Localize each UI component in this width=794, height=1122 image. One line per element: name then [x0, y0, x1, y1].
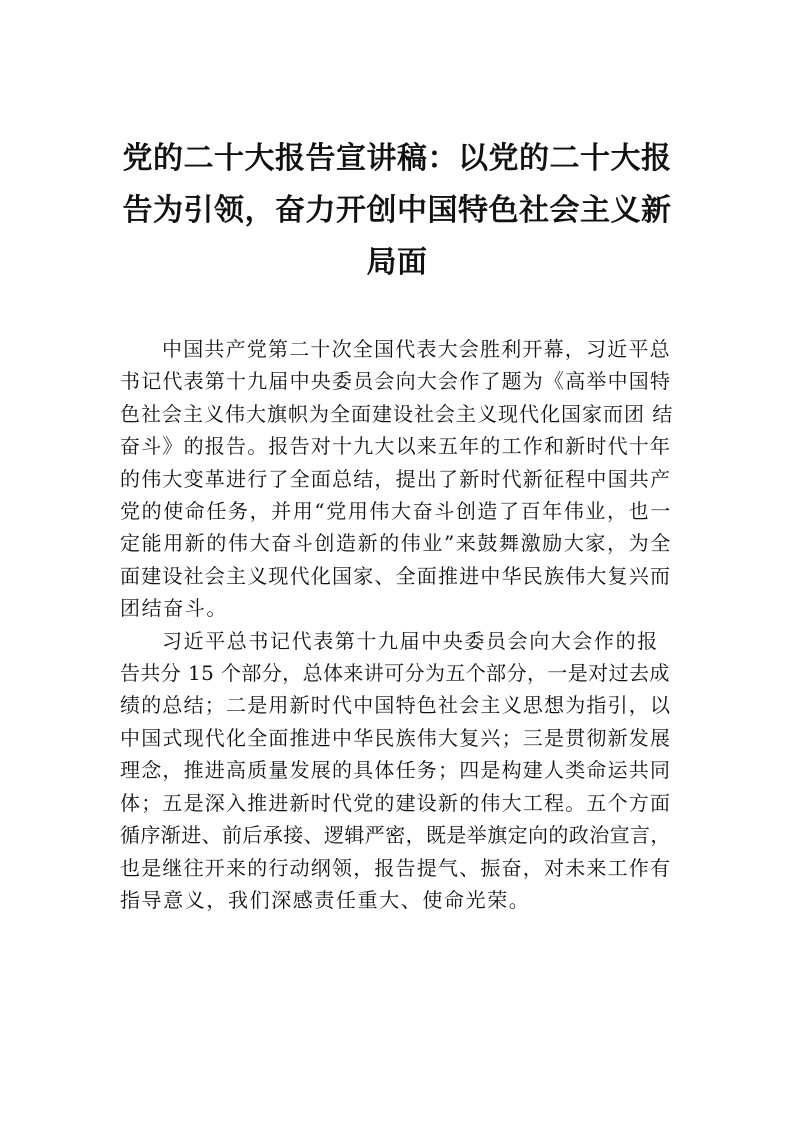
paragraph-line: 指导意义，我们深感责任重大、使命光荣。 — [120, 887, 531, 912]
paragraph-line: 奋斗》的报告。报告对十九大以来五年的工作和新时代十年 — [120, 434, 672, 459]
paragraph-2 — [120, 625, 674, 917]
paragraph-line: 定能用新的伟大奋斗创造新的伟业”来鼓舞激励大家，为全 — [120, 531, 672, 556]
paragraph-line: 理念，推进高质量发展的具体任务；四是构建人类命运共同 — [120, 758, 672, 783]
paragraph-line: 的伟大变革进行了全面总结，提出了新时代新征程中国共产 — [120, 466, 672, 491]
document-title — [120, 133, 674, 289]
paragraph-line: 党的使命任务，并用“党用伟大奋斗创造了百年伟业，也一 — [120, 499, 672, 524]
paragraph-line: 面建设社会主义现代化国家、全面推进中华民族伟大复兴而 — [120, 563, 672, 588]
paragraph-line: 循序渐进、前后承接、逻辑严密，既是举旗定向的政治宣言， — [120, 823, 671, 848]
paragraph-line: 书记代表第十九届中央委员会向大会作了题为《高举中国特 — [120, 369, 672, 394]
paragraph-line: 中国式现代化全面推进中华民族伟大复兴；三是贯彻新发展 — [120, 725, 672, 750]
paragraph-line: 体；五是深入推进新时代党的建设新的伟大工程。五个方面 — [120, 790, 672, 815]
title-line-3: 局面 — [366, 245, 428, 280]
paragraph-line: 色社会主义伟大旗帜为全面建设社会主义现代化国家而团 结 — [120, 401, 674, 426]
paragraph-line: 绩的总结；二是用新时代中国特色社会主义思想为指引，以 — [120, 693, 672, 718]
title-line-1: 党的二十大报告宣讲稿：以党的二十大报 — [122, 141, 672, 176]
paragraph-line: 告共分 15 个部分，总体来讲可分为五个部分，一是对过去成 — [120, 661, 670, 686]
paragraph-line: 团结奋斗。 — [120, 596, 228, 621]
paragraph-line: 也是继往开来的行动纲领，报告提气、振奋，对未来工作有 — [120, 855, 672, 880]
paragraph-1 — [120, 333, 674, 625]
paragraph-line: 中国共产党第二十次全国代表大会胜利开幕，习近平总 — [162, 337, 671, 361]
title-line-2: 告为引领，奋力开创中国特色社会主义新 — [122, 193, 672, 228]
document-body — [120, 333, 674, 916]
paragraph-line: 习近平总书记代表第十九届中央委员会向大会作的报 — [162, 628, 659, 653]
